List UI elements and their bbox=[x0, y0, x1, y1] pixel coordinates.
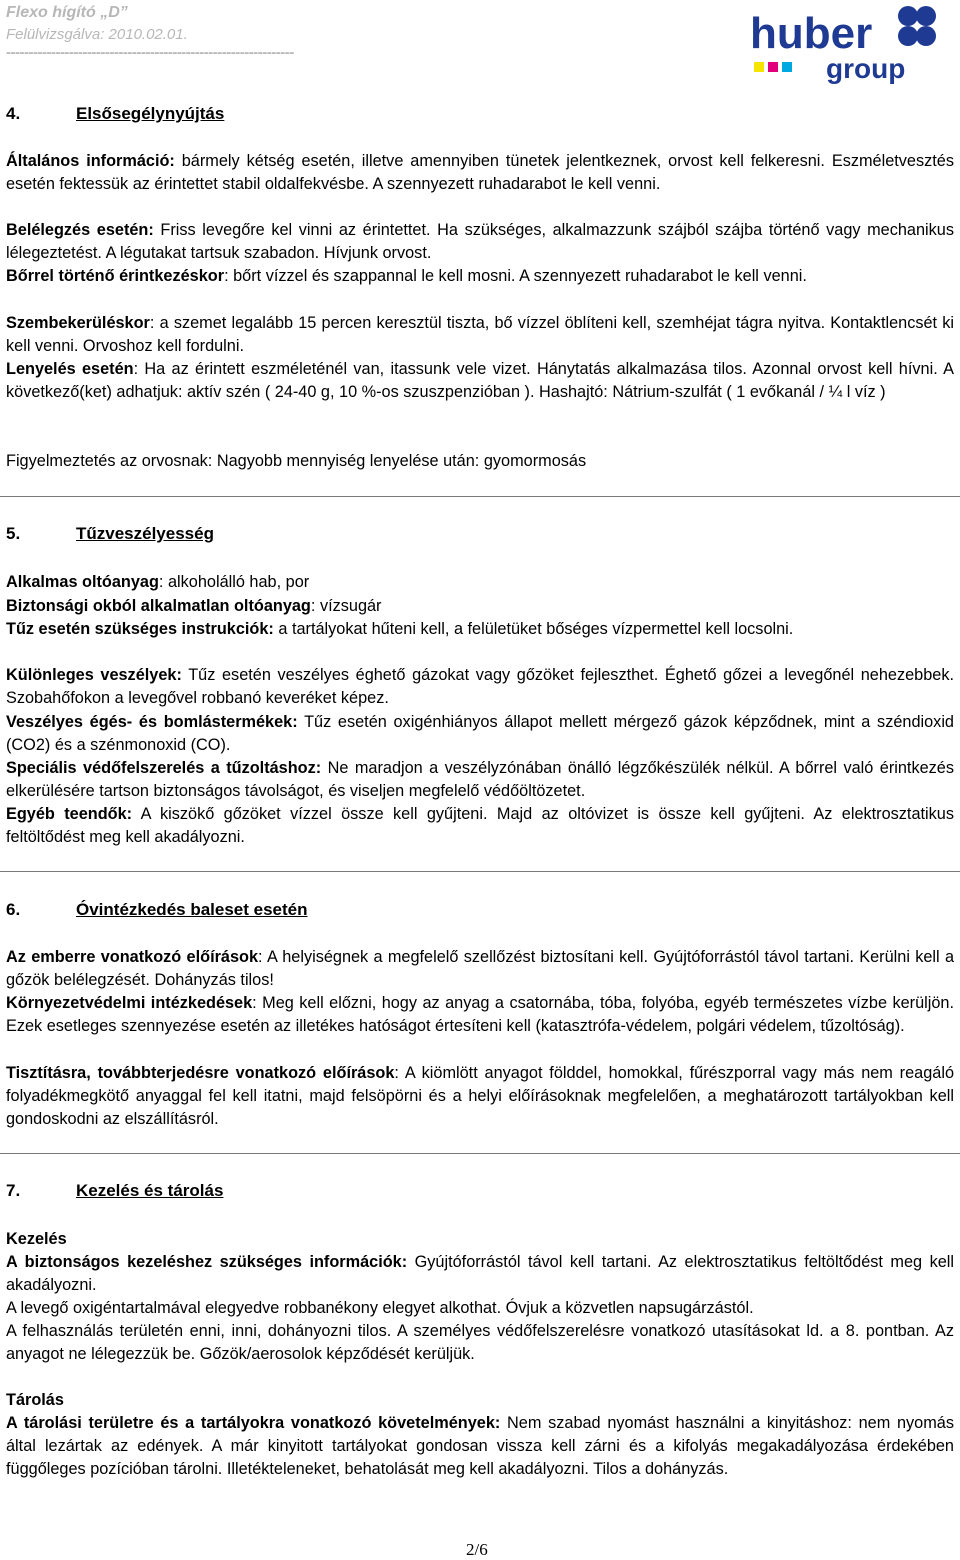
unsuitable-media: Biztonsági okból alkalmatlan oltóanyag: vízsugár bbox=[6, 597, 382, 615]
logo-square-cyan bbox=[782, 62, 792, 72]
header-divider: ---------------------------------------------------------------- bbox=[6, 44, 294, 61]
logo-text-huber: huber bbox=[750, 9, 873, 58]
environmental-precautions: Környezetvédelmi intézkedések: Meg kell előzni, hogy az anyag a csatornába, tóba, folyóba, egyéb természetes vízbe kerüljön. Ezek esetleges szennyezése esetén az illetékes hatóságot értesíteni kell (katasztrófa-védelem, polgári védelem, tűzoltóság). bbox=[6, 994, 955, 1036]
section-title: Kezelés és tárolás bbox=[76, 1181, 224, 1200]
general-info-paragraph: Általános információ: bármely kétség esetén, illetve amennyiben tünetek jelentkeznek, orvost kell felkeresni. Eszméletvesztés esetén fektessük az érintettet stabil oldalfekvésbe. A szennyezett ruhadarabot le kell venni. bbox=[6, 152, 954, 194]
section-number: 6. bbox=[6, 900, 21, 919]
section-number: 5. bbox=[6, 524, 21, 543]
explosive-mixture-note: A levegő oxigéntartalmával elegyedve robbanékony elegyet alkothat. Óvjuk a közvetlen napsugárzástól. bbox=[6, 1299, 754, 1317]
logo-square-yellow bbox=[754, 62, 764, 72]
combustion-products: Veszélyes égés- és bomlástermékek: Tűz esetén oxigénhiányos állapot mellett mérgező gázok képződnek, mint a széndioxid (CO2) és a szénmonoxid (CO). bbox=[6, 713, 954, 755]
section-title: Elsősegélynyújtás bbox=[76, 104, 225, 123]
eye-contact-paragraph: Szembekerüléskor: a szemet legalább 15 percen keresztül tiszta, bő vízzel öblíteni kell, szemhéjat tágra nyitva. Kontaktlencsét ki kell venni. Orvoshoz kell fordulni. bbox=[6, 314, 954, 356]
section-number: 7. bbox=[6, 1181, 21, 1200]
section-divider bbox=[0, 496, 960, 497]
safe-handling-info: A biztonságos kezeléshez szükséges információk: Gyújtóforrástól távol kell tartani. Az elektrosztatikus feltöltődést meg kell akadályozni. bbox=[6, 1253, 954, 1295]
logo-square-magenta bbox=[768, 62, 778, 72]
cleanup-methods: Tisztításra, továbbterjedésre vonatkozó előírások: A kiömlött anyagot földdel, homokkal, fűrészporral vagy más nem reagáló folyadékmegkötő anyaggal fel kell itatni, majd felsöpörni és a helyi előírásoknak megfelelően, a meghatározott tartályokban kell gondoskodni az elszállításról. bbox=[6, 1064, 954, 1129]
other-measures: Egyéb teendők: A kiszökő gőzöket vízzel össze kell gyűjteni. Majd az oltóvizet is össze kell gyűjteni. Az elektrosztatikus feltöltődést meg kell akadályozni. bbox=[6, 805, 954, 847]
protective-equipment: Speciális védőfelszerelés a tűzoltáshoz: Ne maradjon a veszélyzónában önálló légzőkészülék nélkül. A bőrrel való érintkezés elkerülésére tartson biztonságos távolságot, és viseljen megfelelő védőöltözetet. bbox=[6, 759, 954, 801]
inhalation-paragraph: Belélegzés esetén: Friss levegőre kel vinni az érintettet. Ha szükséges, alkalmazzunk szájból szájba történő vagy mechanikus lélegeztetést. A légutakat tartsuk szabadon. Hívjunk orvost. bbox=[6, 221, 954, 263]
section-divider bbox=[0, 871, 960, 872]
personal-precautions: Az emberre vonatkozó előírások: A helyiségnek a megfelelő szellőzést biztosítani kell. Gyújtóforrástól távol tartani. Kerülni kell a gőzök belélegzését. Dohányzás tilos! bbox=[6, 948, 955, 990]
storage-subheading: Tárolás bbox=[6, 1391, 64, 1409]
doctor-note: Figyelmeztetés az orvosnak: Nagyobb mennyiség lenyelése után: gyomormosás bbox=[6, 452, 587, 470]
fire-instructions: Tűz esetén szükséges instrukciók: a tartályokat hűteni kell, a felületüket bőséges vízpermettel kell locsolni. bbox=[6, 620, 794, 638]
logo-clover-icon bbox=[898, 6, 936, 46]
logo-text-group: group bbox=[826, 53, 906, 84]
skin-contact-paragraph: Bőrrel történő érintkezéskor: bőrt vízzel és szappannal le kell mosni. A szennyezett ruhadarabot le kell venni. bbox=[6, 267, 807, 285]
section-number: 4. bbox=[6, 104, 21, 123]
revision-date: Felülvizsgálva: 2010.02.01. bbox=[6, 26, 188, 43]
ingestion-paragraph: Lenyelés esetén: Ha az érintett eszméleténél van, itassunk vele vizet. Hánytatás alkalmazása tilos. Azonnal orvost kell hívni. A következő(ket) adhatjuk: aktív szén ( 24-40 g, 10 %-os szuszpenzióban ). Hashajtó: Nátrium-szulfát ( 1 evőkanál / ¼ l víz ) bbox=[6, 360, 954, 402]
extinguishing-media: Alkalmas oltóanyag: alkoholálló hab, por bbox=[6, 573, 310, 591]
section-6-heading bbox=[6, 900, 308, 920]
section-divider bbox=[0, 1153, 960, 1154]
handling-subheading: Kezelés bbox=[6, 1230, 67, 1248]
special-hazards: Különleges veszélyek: Tűz esetén veszélyes éghető gázokat vagy gőzöket fejleszthet. Éghető gőzei a levegőnél nehezebbek. Szobahőfokon a levegővel robbanó keveréket képez. bbox=[6, 666, 954, 708]
huber-group-logo bbox=[748, 2, 938, 84]
section-4-heading bbox=[6, 104, 224, 124]
page-number: 2/6 bbox=[466, 1540, 488, 1559]
section-title: Óvintézkedés baleset esetén bbox=[76, 900, 308, 919]
section-title: Tűzveszélyesség bbox=[76, 524, 214, 543]
storage-requirements: A tárolási területre és a tartályokra vonatkozó követelmények: Nem szabad nyomást használni a kinyitáshoz: nem nyomás által lezártak az edények. A már kinyitott tartályokat gondosan vissza kell zárni és a kifolyás megakadályozása érdekében függőleges pozícióban tárolni. Illetékteleneket, behatolását meg kell akadályozni. Tilos a dohányzás. bbox=[6, 1414, 954, 1479]
section-7-heading bbox=[6, 1181, 223, 1201]
workplace-rules: A felhasználás területén enni, inni, dohányozni tilos. A személyes védőfelszerelésre vonatkozó utasításokat ld. a 8. pontban. Az anyagot ne lélegezzük be. Gőzök/aerosolok képződését kerüljük. bbox=[6, 1322, 954, 1364]
section-5-heading bbox=[6, 524, 214, 544]
document-title: Flexo hígító „D” bbox=[6, 4, 128, 21]
